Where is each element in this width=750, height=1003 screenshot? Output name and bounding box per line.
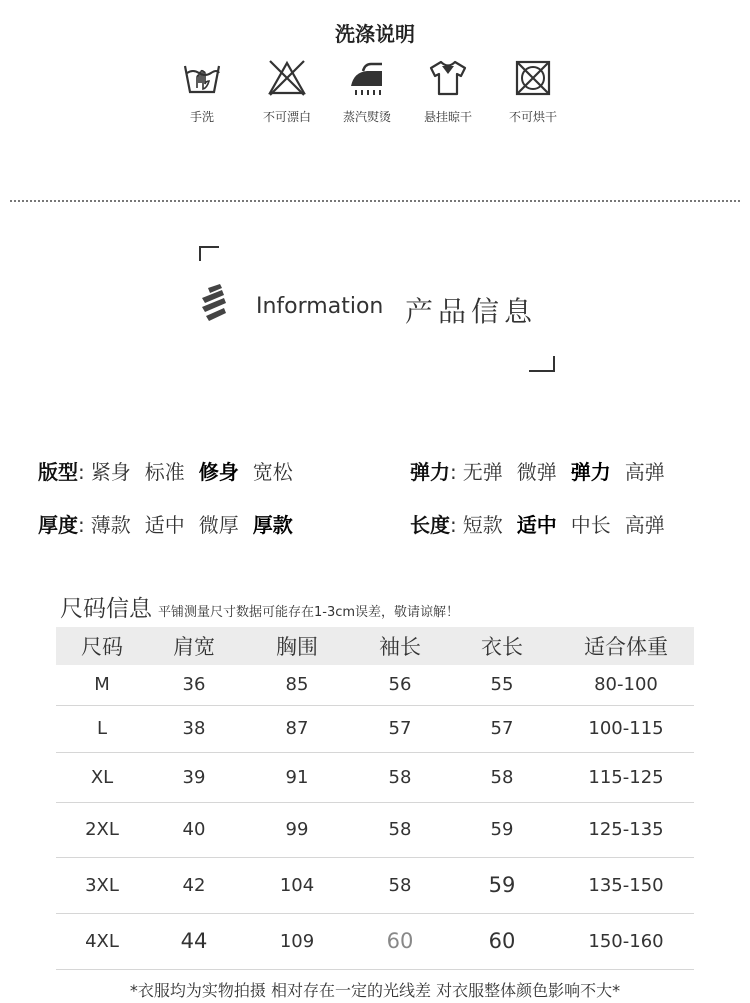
table-cell: 58 xyxy=(354,752,446,802)
table-row xyxy=(56,752,694,802)
attr-option: 适中 xyxy=(144,513,185,537)
table-cell: 58 xyxy=(354,802,446,857)
attr-option: 薄款 xyxy=(90,513,131,537)
table-cell: 58 xyxy=(446,752,558,802)
table-cell: 38 xyxy=(148,705,240,752)
table-cell: 2XL xyxy=(56,802,148,857)
attr-elastic xyxy=(410,456,679,485)
table-cell: 57 xyxy=(446,705,558,752)
attr-colon: : xyxy=(78,460,85,484)
care-title: 洗涤说明 xyxy=(335,22,415,46)
attr-option: 适中 xyxy=(516,513,557,537)
table-cell: 55 xyxy=(446,665,558,705)
table-cell: 4XL xyxy=(56,913,148,969)
header-cell: 肩宽 xyxy=(148,627,240,665)
table-cell: 60 xyxy=(354,913,446,969)
attr-label: 弹力 xyxy=(410,460,450,484)
attr-colon: : xyxy=(450,460,457,484)
diagonal-stripes-icon xyxy=(196,284,232,324)
header-cell: 袖长 xyxy=(354,627,446,665)
table-cell: 60 xyxy=(446,913,558,969)
size-table xyxy=(56,627,694,970)
attr-option: 微弹 xyxy=(516,460,557,484)
size-info-heading xyxy=(60,590,459,623)
table-cell: L xyxy=(56,705,148,752)
table-cell: 125-135 xyxy=(558,802,694,857)
table-row xyxy=(56,665,694,705)
no-tumble-dry-icon xyxy=(513,58,553,98)
care-label: 手洗 xyxy=(189,110,214,124)
header-cell: 尺码 xyxy=(56,627,148,665)
table-row xyxy=(56,705,694,752)
table-row xyxy=(56,913,694,969)
size-table-header xyxy=(56,627,694,665)
care-item-hang-dry xyxy=(403,58,493,125)
info-title-en: Information xyxy=(256,294,384,319)
attr-option: 中长 xyxy=(570,513,611,537)
header-cell: 胸围 xyxy=(240,627,354,665)
table-cell: 58 xyxy=(354,857,446,913)
corner-bracket-bottom-right xyxy=(529,356,555,372)
table-cell: XL xyxy=(56,752,148,802)
table-cell: 104 xyxy=(240,857,354,913)
care-item-steam-iron xyxy=(322,58,412,125)
table-cell: 115-125 xyxy=(558,752,694,802)
attr-label: 版型 xyxy=(38,460,78,484)
dotted-divider xyxy=(10,200,740,202)
table-cell: 135-150 xyxy=(558,857,694,913)
care-item-no-bleach xyxy=(242,58,332,125)
attr-option: 修身 xyxy=(198,460,239,484)
table-cell: 99 xyxy=(240,802,354,857)
attr-label: 厚度 xyxy=(38,513,78,537)
no-bleach-icon xyxy=(267,58,307,98)
table-cell: 85 xyxy=(240,665,354,705)
care-label: 悬挂晾干 xyxy=(423,110,472,124)
attr-option: 厚款 xyxy=(252,513,293,537)
hang-dry-icon xyxy=(428,58,468,98)
attr-colon: : xyxy=(450,513,457,537)
attr-option: 高弹 xyxy=(624,460,665,484)
table-row xyxy=(56,802,694,857)
footnote: *衣服均为实物拍摄 相对存在一定的光线差 对衣服整体颜色影响不大* xyxy=(129,981,621,1000)
table-cell: 42 xyxy=(148,857,240,913)
table-cell: 109 xyxy=(240,913,354,969)
attr-option: 宽松 xyxy=(252,460,293,484)
table-row xyxy=(56,857,694,913)
table-cell: 57 xyxy=(354,705,446,752)
table-cell: 39 xyxy=(148,752,240,802)
attr-label: 长度 xyxy=(410,513,450,537)
attr-option: 无弹 xyxy=(462,460,503,484)
hand-wash-icon xyxy=(182,58,222,98)
table-cell: 44 xyxy=(148,913,240,969)
care-label: 不可烘干 xyxy=(508,110,557,124)
table-cell: 91 xyxy=(240,752,354,802)
attr-option: 标准 xyxy=(144,460,185,484)
care-item-hand-wash xyxy=(157,58,247,125)
attr-length xyxy=(410,509,679,538)
table-cell: 150-160 xyxy=(558,913,694,969)
care-label: 蒸汽熨烫 xyxy=(342,110,391,124)
info-title-zh: 产品信息 xyxy=(405,295,538,328)
size-title: 尺码信息 xyxy=(60,596,152,622)
corner-bracket-top-left xyxy=(199,246,219,261)
table-cell: 56 xyxy=(354,665,446,705)
attr-colon: : xyxy=(78,513,85,537)
table-cell: 36 xyxy=(148,665,240,705)
steam-iron-icon xyxy=(347,58,387,98)
care-label: 不可漂白 xyxy=(262,110,311,124)
table-cell: M xyxy=(56,665,148,705)
table-cell: 87 xyxy=(240,705,354,752)
table-cell: 40 xyxy=(148,802,240,857)
attr-option: 弹力 xyxy=(570,460,611,484)
attr-option: 高弹 xyxy=(624,513,665,537)
attr-option: 短款 xyxy=(462,513,503,537)
size-note: 平铺测量尺寸数据可能存在1-3cm误差，敬请谅解！ xyxy=(158,605,460,620)
attr-fit xyxy=(38,456,307,485)
care-item-no-tumble-dry xyxy=(488,58,578,125)
header-cell: 衣长 xyxy=(446,627,558,665)
header-cell: 适合体重 xyxy=(558,627,694,665)
table-cell: 80-100 xyxy=(558,665,694,705)
table-cell: 59 xyxy=(446,802,558,857)
table-cell: 59 xyxy=(446,857,558,913)
table-cell: 100-115 xyxy=(558,705,694,752)
attr-option: 紧身 xyxy=(90,460,131,484)
attr-option: 微厚 xyxy=(198,513,239,537)
table-cell: 3XL xyxy=(56,857,148,913)
attr-thickness xyxy=(38,509,307,538)
